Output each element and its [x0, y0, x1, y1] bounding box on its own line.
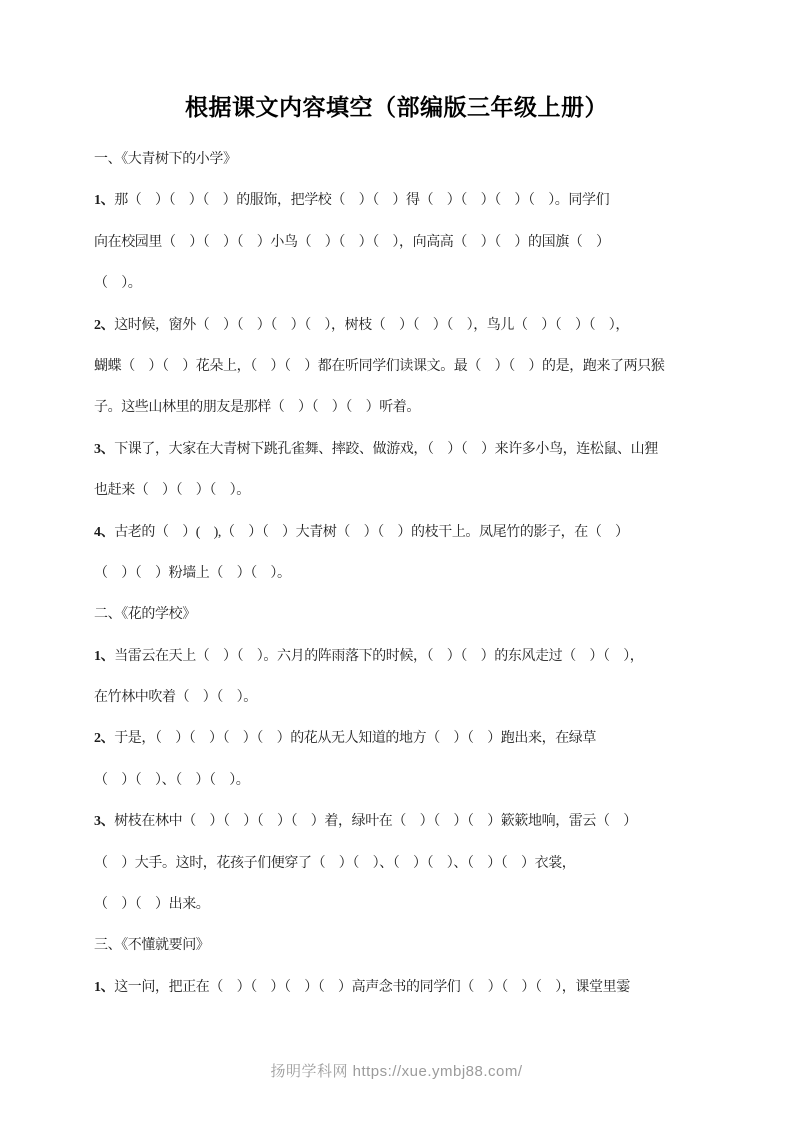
worksheet-body	[94, 139, 703, 1008]
question-line	[94, 346, 703, 387]
question-number: 1、	[94, 979, 115, 995]
question-number: 4、	[94, 524, 115, 540]
question-text: 树枝在林中（ ）（ ）（ ）（ ）着，绿叶在（ ）（ ）（ ）簌簌地响，雷云（ ）	[114, 814, 637, 830]
question-line	[94, 305, 703, 346]
question-line	[94, 470, 703, 511]
question-text: （ ）。	[94, 276, 142, 292]
question-line	[94, 843, 703, 884]
question-line	[94, 884, 703, 925]
question-line	[94, 760, 703, 801]
section-heading-1: 一、《大青树下的小学》	[94, 152, 237, 167]
question-text: 于是，（ ）（ ）（ ）（ ）的花从无人知道的地方（ ）（ ）跑出来，在绿草	[114, 731, 597, 747]
question-text: （ ）大手。这时，花孩子们便穿了（ ）（ ）、（ ）（ ）、（ ）（ ）衣裳，	[94, 855, 576, 871]
question-line	[94, 677, 703, 718]
question-number: 3、	[94, 814, 115, 830]
question-text: 下课了，大家在大青树下跳孔雀舞、摔跤、做游戏，（ ）（ ）来许多小鸟，连松鼠、山狸	[114, 441, 658, 457]
question-text: （ ）（ ）、（ ）（ ）。	[94, 772, 250, 788]
question-line	[94, 801, 703, 842]
question-number: 3、	[94, 441, 115, 457]
question-text: 那（ ）（ ）（ ）的服饰，把学校（ ）（ ）得（ ）（ ）（ ）（ ）。同学们	[114, 193, 610, 209]
question-text: 向在校园里（ ）（ ）（ ）小鸟（ ）（ ）（ ），向高高（ ）（ ）的国旗（ ）	[94, 234, 610, 250]
question-line	[94, 429, 703, 470]
question-line	[94, 636, 703, 677]
question-line	[94, 222, 703, 263]
question-number: 2、	[94, 731, 115, 747]
question-text: 在竹林中吹着（ ）（ ）。	[94, 690, 257, 706]
question-text: 也赶来（ ）（ ）（ ）。	[94, 483, 250, 499]
question-line	[94, 718, 703, 759]
question-text: 这一问，把正在（ ）（ ）（ ）（ ）高声念书的同学们（ ）（ ）（ ），课堂里霎	[114, 979, 630, 995]
question-text: 蝴蝶（ ）（ ）花朵上，（ ）（ ）都在听同学们读课文。最（ ）（ ）的是，跑来了两只猴	[94, 358, 665, 374]
question-number: 2、	[94, 317, 115, 333]
question-line	[94, 387, 703, 428]
section-heading-3: 三、《不懂就要问》	[94, 938, 210, 954]
question-number: 1、	[94, 193, 115, 209]
question-number: 1、	[94, 648, 115, 664]
page-title: 根据课文内容填空（部编版三年级上册）	[185, 95, 608, 120]
question-line	[94, 180, 703, 221]
question-line	[94, 263, 703, 304]
question-text: （ ）（ ）粉墙上（ ）（ ）。	[94, 565, 291, 581]
question-line	[94, 967, 703, 1008]
question-line	[94, 512, 703, 553]
question-text: 古老的（ ）( ),（ ）（ ）大青树（ ）（ ）的枝干上。凤尾竹的影子，在（ ）	[114, 524, 629, 540]
question-text: （ ）（ ）出来。	[94, 897, 210, 913]
question-text: 子。这些山林里的朋友是那样（ ）（ ）（ ）听着。	[94, 400, 420, 416]
section-heading-2: 二、《花的学校》	[94, 607, 196, 623]
page-footer: 扬明学科网 https://xue.ymbj88.com/	[270, 1063, 523, 1080]
question-line	[94, 553, 703, 594]
question-text: 这时候，窗外（ ）（ ）（ ）（ ），树枝（ ）（ ）（ ），鸟儿（ ）（ ）（ ），	[114, 317, 630, 333]
question-text: 当雷云在天上（ ）（ ）。六月的阵雨落下的时候，（ ）（ ）的东风走过（ ）（ ），	[114, 648, 644, 664]
